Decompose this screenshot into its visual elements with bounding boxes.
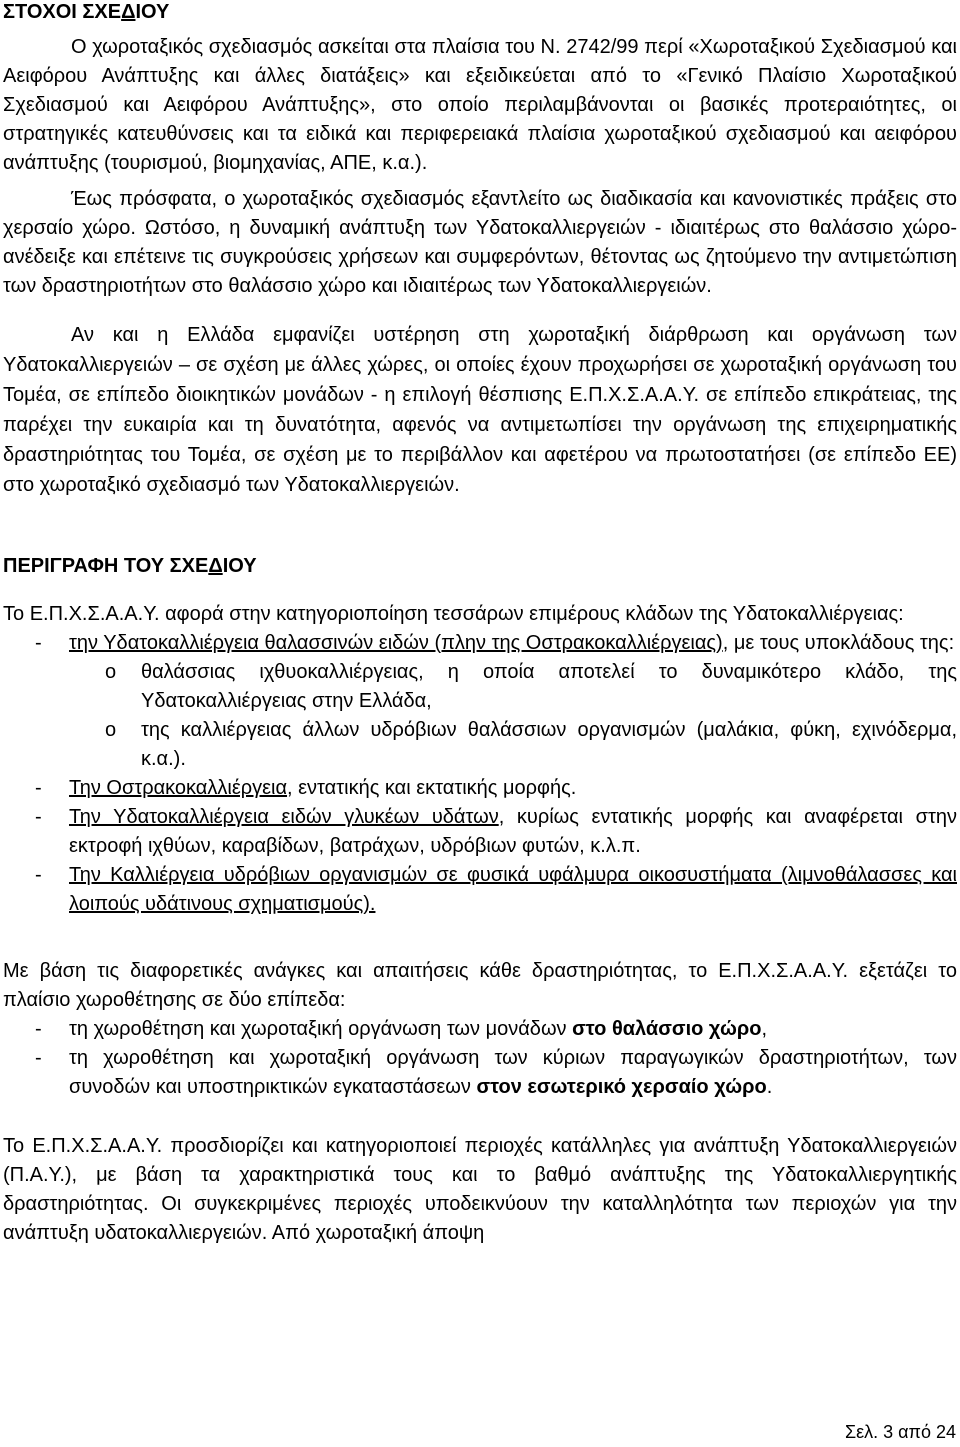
list-item bbox=[3, 861, 957, 919]
sub-list-item bbox=[105, 716, 957, 774]
list-item bbox=[3, 1015, 957, 1044]
list-dash: - bbox=[35, 632, 42, 654]
page-number: Σελ. 3 από 24 bbox=[844, 1422, 956, 1442]
list-item-underlined: την Υδατοκαλλιέργεια θαλασσινών ειδών (πλην της Οστρακοκαλλιέργειας) bbox=[69, 632, 723, 654]
sub-list-item bbox=[105, 658, 957, 716]
list-item-bold: στον εσωτερικό χερσαίο χώρο bbox=[476, 1076, 767, 1098]
heading-text-underlined: Δ bbox=[208, 555, 223, 577]
list-item-rest: , κυρίως εντατικής μορφής και αναφέρεται στην εκτροφή ιχθύων, καραβίδων, βατράχων, υδρόβιων φυτών, κ.λ.π. bbox=[69, 806, 957, 857]
list-item-rest: , με τους υποκλάδους της: bbox=[722, 632, 955, 654]
list-item-underlined: Την Καλλιέργεια υδρόβιων οργανισμών σε φυσικά υφάλμυρα οικοσυστήματα (λιμνοθάλασσες και λοιπούς υδάτινους σχηματισμούς). bbox=[69, 864, 957, 915]
list-item-underlined: Την Υδατοκαλλιέργεια ειδών γλυκέων υδάτων bbox=[69, 806, 499, 828]
list-item bbox=[3, 1044, 957, 1102]
list-dash: - bbox=[35, 1018, 42, 1040]
paragraph-two-levels: Με βάση τις διαφορετικές ανάγκες και απαιτήσεις κάθε δραστηριότητας, το Ε.Π.Χ.Σ.Α.Α.Υ. εξετάζει το πλαίσιο χωροθέτησης σε δύο επίπεδα: bbox=[3, 960, 957, 1011]
list-item bbox=[3, 774, 957, 803]
list-dash: - bbox=[35, 777, 42, 799]
paragraph-greece-lag: Αν και η Ελλάδα εμφανίζει υστέρηση στη χωροταξική διάρθρωση και οργάνωση των Υδατοκαλλιεργειών – σε σχέση με άλλες χώρες, οι οποίες έχουν προχωρήσει σε χωροταξική οργάνωση του Τομέα, σε επίπεδο διοικητικών μονάδων - η επιλογή θέσπισης Ε.Π.Χ.Σ.Α.Α.Υ. σε επίπεδο επικράτειας, της παρέχει την ευκαιρία και τη δυνατότητα, αφενός να αντιμετωπίσει την οργάνωση της επιχειρηματικής δραστηριότητας του Τομέα, σε σχέση με το περιβάλλον και αφετέρου να πρωτοστατήσει (σε επίπεδο ΕΕ) στο χωροταξικό σχεδιασμό των Υδατοκαλλιεργειών. bbox=[3, 324, 957, 496]
list-item-text bbox=[69, 803, 957, 861]
list-item-text-part: τη χωροθέτηση και χωροταξική οργάνωση των κύριων παραγωγικών δραστηριοτήτων, των συνοδών και υποστηρικτικών εγκαταστάσεων bbox=[69, 1047, 957, 1098]
sub-bullet: o bbox=[105, 719, 117, 741]
list-item-text-part: , bbox=[761, 1018, 768, 1040]
list-item-text-part: τη χωροθέτηση και χωροταξική οργάνωση των μονάδων bbox=[69, 1018, 573, 1040]
list-dash: - bbox=[35, 806, 42, 828]
paragraph-suitable-areas: Το Ε.Π.Χ.Σ.Α.Α.Υ. προσδιορίζει και κατηγοριοποιεί περιοχές κατάλληλες για ανάπτυξη Υδατοκαλλιεργειών (Π.Α.Υ.), με βάση τα χαρακτηριστικά τους και το βαθμό ανάπτυξης της Υδατοκαλλιεργητικής δραστηριότητας. Οι συγκεκριμένες περιοχές υποδεικνύουν την καταλληλότητα των περιοχών για την ανάπτυξη υδατοκαλλιεργειών. Από χωροταξική άποψη bbox=[3, 1135, 957, 1244]
list-item-text bbox=[69, 774, 957, 803]
list-item-rest: , εντατικής και εκτατικής μορφής. bbox=[287, 777, 577, 799]
heading-text-underlined: Δ bbox=[121, 1, 136, 23]
paragraph-legal-framework: Ο χωροταξικός σχεδιασμός ασκείται στα πλαίσια του Ν. 2742/99 περί «Χωροταξικού Σχεδιασμού και Αειφόρου Ανάπτυξης και άλλες διατάξεις» και εξειδικεύεται από το «Γενικό Πλαίσιο Χωροταξικού Σχεδιασμού και Αειφόρου Ανάπτυξης», στο οποίο περιλαμβάνονται οι βασικές προτεραιότητες, οι στρατηγικές κατευθύνσεις και τα ειδικά και περιφερειακά πλαίσια χωροταξικού σχεδιασμού και αειφόρου ανάπτυξης (τουρισμού, βιομηχανίας, ΑΠΕ, κ.α.). bbox=[3, 36, 957, 174]
list-item-text bbox=[69, 629, 957, 658]
list-dash: - bbox=[35, 864, 42, 886]
list-item-text bbox=[69, 1015, 957, 1044]
heading-text: ΙΟΥ bbox=[222, 555, 257, 577]
heading-text: ΣΤΟΧΟΙ ΣΧΕ bbox=[3, 1, 122, 23]
list-item bbox=[3, 629, 957, 658]
section-heading-goals bbox=[3, 1, 957, 23]
section-heading-description bbox=[3, 552, 957, 580]
document-page bbox=[3, 0, 957, 1248]
paragraph-recent-planning: Έως πρόσφατα, ο χωροταξικός σχεδιασμός εξαντλείτο ως διαδικασία και κανονιστικές πράξεις στο χερσαίο χώρο. Ωστόσο, η δυναμική ανάπτυξη των Υδατοκαλλιεργειών - ιδιαιτέρως στο θαλάσσιο χώρο- ανέδειξε και επέτεινε τις συγκρούσεις χρήσεων και συμφερόντων, θέτοντας ως ζητούμενο την αντιμετώπιση των δραστηριοτήτων στο θαλάσσιο χώρο και ιδιαιτέρως των Υδατοκαλλιεργειών. bbox=[3, 188, 957, 297]
list-item-underlined: Την Οστρακοκαλλιέργεια bbox=[69, 777, 288, 799]
paragraph-categories-intro: Το Ε.Π.Χ.Σ.Α.Α.Υ. αφορά στην κατηγοριοποίηση τεσσάρων επιμέρους κλάδων της Υδατοκαλλιέργειας: bbox=[3, 603, 904, 625]
sub-list-item-text: της καλλιέργειας άλλων υδρόβιων θαλάσσιων οργανισμών (μαλάκια, φύκη, εχινόδερμα, κ.α.). bbox=[141, 719, 957, 770]
sub-list-item-text: θαλάσσιας ιχθυοκαλλιέργειας, η οποία αποτελεί το δυναμικότερο κλάδο, της Υδατοκαλλιέργειας στην Ελλάδα, bbox=[141, 661, 957, 712]
list-item bbox=[3, 803, 957, 861]
heading-text: ΠΕΡΙΓΡΑΦΗ ΤΟΥ ΣΧΕ bbox=[3, 555, 209, 577]
list-item-text-part: . bbox=[766, 1076, 773, 1098]
list-item-text bbox=[69, 1044, 957, 1102]
sub-bullet: o bbox=[105, 661, 117, 683]
list-dash: - bbox=[35, 1047, 42, 1069]
heading-text: ΙΟΥ bbox=[135, 1, 170, 23]
list-item-bold: στο θαλάσσιο χώρο bbox=[572, 1018, 762, 1040]
